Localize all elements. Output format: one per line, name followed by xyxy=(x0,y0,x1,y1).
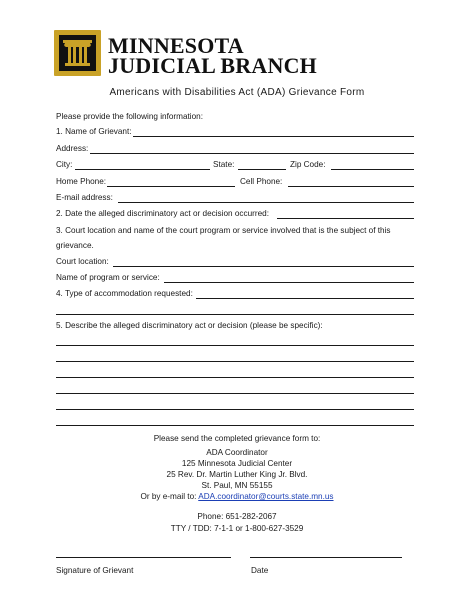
program-name-label: Name of program or service: xyxy=(56,273,160,282)
date-label: Date xyxy=(251,566,269,575)
accommodation-field-line2[interactable] xyxy=(56,314,414,315)
intro-text: Please provide the following information: xyxy=(56,112,204,121)
email-line xyxy=(0,492,474,502)
q3-text-line2: grievance. xyxy=(56,241,94,250)
program-name-field[interactable] xyxy=(164,282,414,283)
phone-text: Phone: 651-282-2067 xyxy=(197,512,277,521)
address-label: Address: xyxy=(56,144,89,153)
describe-line-3[interactable] xyxy=(56,377,414,378)
city-field[interactable] xyxy=(75,169,210,170)
logo-seal xyxy=(54,30,101,76)
judicial-center-text: 125 Minnesota Judicial Center xyxy=(181,459,293,468)
home-phone-label: Home Phone: xyxy=(56,177,107,186)
describe-line-4[interactable] xyxy=(56,393,414,394)
brand-line2: JUDICIAL BRANCH xyxy=(108,53,317,78)
email-prefix: Or by e-mail to: xyxy=(140,492,199,501)
send-to-text: Please send the completed grievance form to: xyxy=(153,434,321,443)
coordinator-email-link[interactable]: ADA.coordinator@courts.state.mn.us xyxy=(198,492,334,501)
city-line-text: St. Paul, MN 55155 xyxy=(201,481,273,490)
q3-text-line1: 3. Court location and name of the court program or service involved that is the subject of this xyxy=(56,226,391,235)
street-text: 25 Rev. Dr. Martin Luther King Jr. Blvd. xyxy=(166,470,308,479)
signature-label: Signature of Grievant xyxy=(56,566,134,575)
describe-line-2[interactable] xyxy=(56,361,414,362)
coordinator-text: ADA Coordinator xyxy=(206,448,268,457)
describe-line-6[interactable] xyxy=(56,425,414,426)
cell-phone-field[interactable] xyxy=(288,186,414,187)
court-location-label: Court location: xyxy=(56,257,109,266)
city-label: City: xyxy=(56,160,73,169)
accommodation-label: 4. Type of accommodation requested: xyxy=(56,289,193,298)
brand-line1: MINNESOTA xyxy=(108,33,244,58)
home-phone-field[interactable] xyxy=(107,186,235,187)
zip-field[interactable] xyxy=(331,169,414,170)
date-field[interactable] xyxy=(250,557,402,558)
date-occurred-label: 2. Date the alleged discriminatory act or decision occurred: xyxy=(56,209,269,218)
describe-label: 5. Describe the alleged discriminatory act or decision (please be specific): xyxy=(56,321,323,330)
email-field[interactable] xyxy=(118,202,414,203)
email-label: E-mail address: xyxy=(56,193,113,202)
address-field[interactable] xyxy=(90,153,414,154)
describe-line-1[interactable] xyxy=(56,345,414,346)
state-label: State: xyxy=(213,160,235,169)
cell-phone-label: Cell Phone: xyxy=(240,177,283,186)
accommodation-field[interactable] xyxy=(196,298,414,299)
zip-label: Zip Code: xyxy=(290,160,326,169)
signature-field[interactable] xyxy=(56,557,231,558)
court-location-field[interactable] xyxy=(113,266,414,267)
form-title: Americans with Disabilities Act (ADA) Grievance Form xyxy=(109,87,365,98)
describe-line-5[interactable] xyxy=(56,409,414,410)
state-field[interactable] xyxy=(238,169,286,170)
pillar-seal-icon xyxy=(59,35,96,71)
tty-text: TTY / TDD: 7-1-1 or 1-800-627-3529 xyxy=(170,524,304,533)
date-occurred-field[interactable] xyxy=(277,218,414,219)
name-label: 1. Name of Grievant: xyxy=(56,127,132,136)
name-field[interactable] xyxy=(133,136,414,137)
